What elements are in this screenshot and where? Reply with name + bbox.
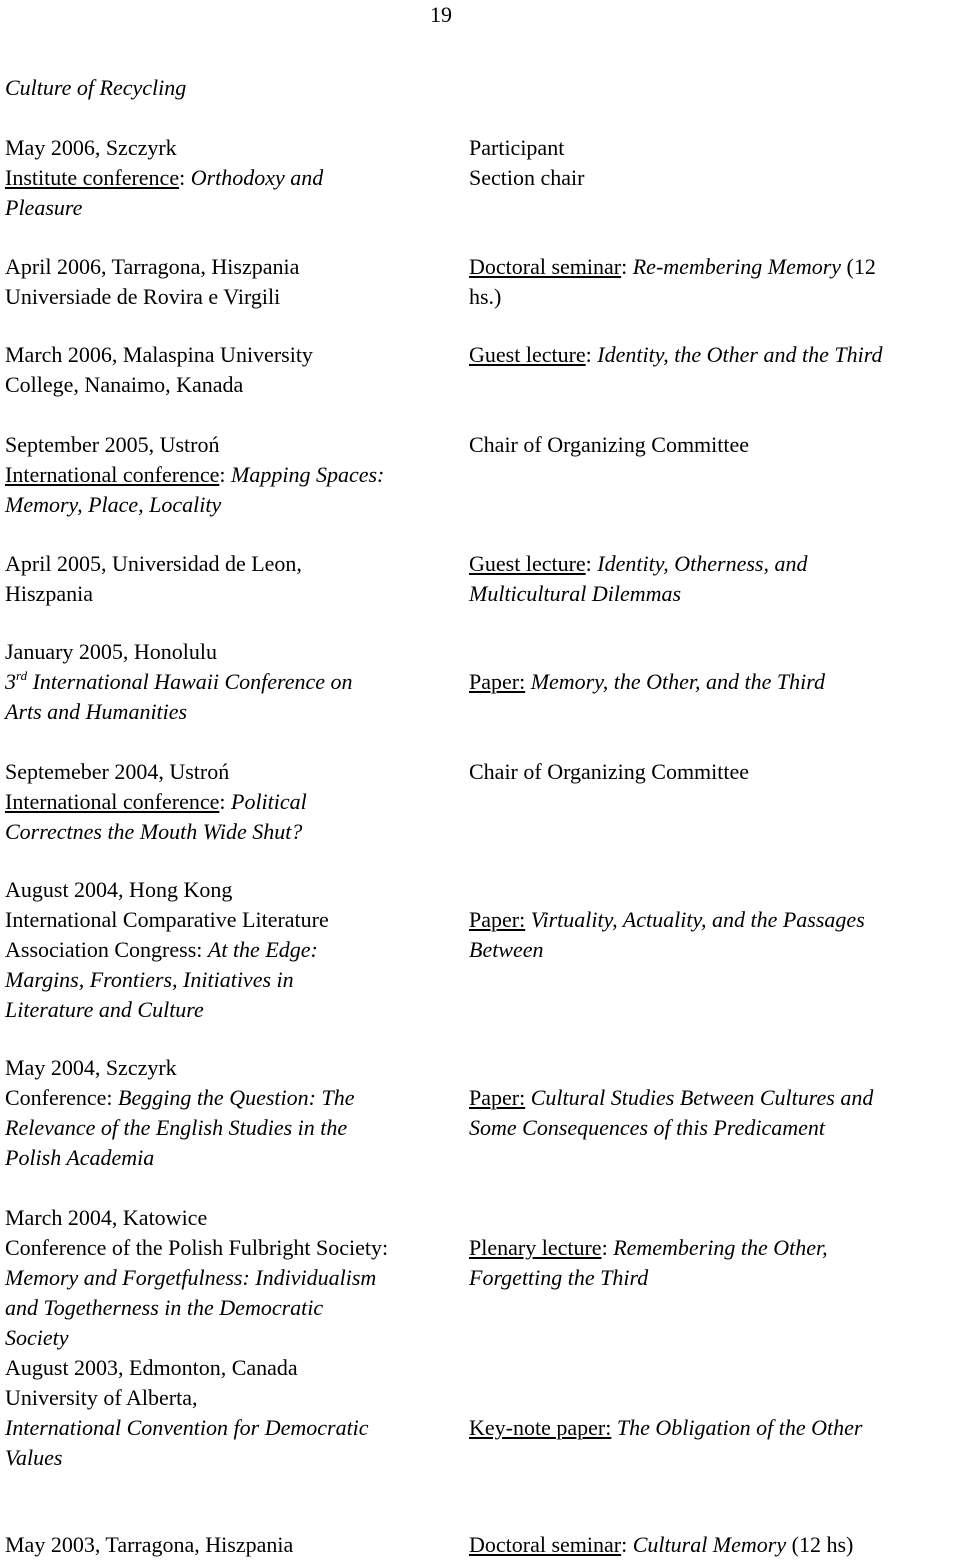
text-segment: August 2003, Edmonton, Canada [5,1355,298,1380]
text-segment: Septemeber 2004, Ustroń [5,759,230,784]
role-line [469,1083,873,1113]
role-line [469,1413,862,1443]
text-segment: : [585,342,598,367]
text-segment: Some Consequences of this Predicament [469,1115,825,1140]
text-segment: Memory and Forgetfulness: Individualism [5,1265,377,1290]
text-segment: Relevance of the English Studies in the [5,1115,348,1140]
role-line [469,935,544,965]
role-line [469,1530,853,1560]
text-segment: : [601,1235,614,1260]
role-label: Guest lecture [469,342,586,367]
text-segment: Between [469,937,544,962]
text-segment: Society [5,1325,69,1350]
event-line [5,1530,293,1560]
text-segment: March 2004, Katowice [5,1205,208,1230]
role-line [469,905,865,935]
role-line [469,549,808,579]
event-line [5,1203,207,1233]
text-segment: Conference of the Polish Fulbright Society: [5,1235,389,1260]
text-segment: Virtuality, Actuality, and the Passages [530,907,865,932]
role-line [469,163,584,193]
text-segment: April 2005, Universidad de Leon, [5,551,302,576]
event-line [5,1143,154,1173]
event-line [5,1383,197,1413]
page-number: 19 [430,2,452,27]
text-segment: Begging the Question: The [118,1085,355,1110]
event-line [5,1293,323,1323]
text-segment: Chair of Organizing Committee [469,759,750,784]
role-line [469,667,825,697]
event-line [5,697,187,727]
text-segment: Correctnes the Mouth Wide Shut? [5,819,303,844]
text-segment: Identity, the Other and the Third [597,342,883,367]
text-segment: Hiszpania [5,581,93,606]
text-segment: University of Alberta, [5,1385,198,1410]
text-segment: The Obligation of the Other [616,1415,863,1440]
text-segment: and Togetherness in the Democratic [5,1295,324,1320]
event-line [5,787,307,817]
role-line [469,1263,648,1293]
event-line [5,282,280,312]
text-segment: Margins, Frontiers, Initiatives in [5,967,294,992]
role-label: Paper: [469,669,526,694]
event-line [5,549,302,579]
text-segment: International Hawaii Conference on [27,669,353,694]
event-line [5,1443,62,1473]
role-label: Guest lecture [469,551,586,576]
event-line [5,935,318,965]
text-segment: Multicultural Dilemmas [469,581,682,606]
text-segment: Forgetting the Third [469,1265,649,1290]
text-segment: : [179,165,191,190]
event-line [5,667,353,697]
text-segment: Remembering the Other, [613,1235,828,1260]
role-line [469,1233,828,1263]
text-segment: : [585,551,598,576]
event-line [5,817,302,847]
text-segment: rd [16,668,28,683]
text-segment: : [219,789,231,814]
text-segment: Arts and Humanities [5,699,188,724]
text-segment: Mapping Spaces: [231,462,385,487]
event-line [5,757,229,787]
text-segment: September 2005, Ustroń [5,432,220,457]
event-line [5,252,299,282]
event-line [5,1413,369,1443]
event-line [5,1083,354,1113]
role-label: Doctoral seminar [469,254,622,279]
role-line [469,282,501,312]
event-line [5,490,221,520]
role-label: International conference [5,462,220,487]
text-segment: Association Congress: [5,937,208,962]
role-label: International conference [5,789,220,814]
event-line [5,1263,376,1293]
text-segment: Polish Academia [5,1145,155,1170]
text-segment: Political [231,789,307,814]
role-label: Key-note paper: [469,1415,612,1440]
event-line [5,875,232,905]
text-segment: hs.) [469,284,502,309]
event-line [5,579,93,609]
text-segment: Participant [469,135,565,160]
text-segment: Memory, Place, Locality [5,492,222,517]
role-label: Plenary lecture [469,1235,602,1260]
text-segment: Conference: [5,1085,118,1110]
event-line [5,430,219,460]
event-line [5,905,329,935]
section-title: Culture of Recycling [5,75,187,100]
text-segment: 3 [5,669,16,694]
event-line [5,163,323,193]
role-line [469,252,876,282]
text-segment: Pleasure [5,195,83,220]
event-line [5,340,313,370]
text-segment: International Comparative Literature [5,907,329,932]
event-line [5,193,82,223]
text-segment: Literature and Culture [5,997,204,1022]
text-segment: May 2003, Tarragona, Hiszpania [5,1532,294,1557]
text-segment: Cultural Studies Between Cultures and [530,1085,874,1110]
event-line [5,370,243,400]
text-segment: At the Edge: [207,937,318,962]
text-segment: January 2005, Honolulu [5,639,218,664]
text-segment: Universiade de Rovira e Virgili [5,284,281,309]
role-line [469,757,749,787]
role-line [469,579,681,609]
text-segment: Re-membering Memory [632,254,842,279]
event-line [5,1233,388,1263]
text-segment: Section chair [469,165,585,190]
role-label: Paper: [469,907,526,932]
text-segment: : [219,462,231,487]
role-line [469,1113,825,1143]
event-line [5,1323,69,1353]
event-line [5,637,217,667]
text-segment: August 2004, Hong Kong [5,877,233,902]
text-segment: : [621,1532,633,1557]
event-line [5,1053,177,1083]
text-segment: Memory, the Other, and the Third [530,669,826,694]
text-segment: (12 hs) [786,1532,854,1557]
role-label: Institute conference [5,165,180,190]
event-line [5,1353,298,1383]
text-segment: Cultural Memory [632,1532,787,1557]
event-line [5,460,384,490]
text-segment: International Convention for Democratic [5,1415,369,1440]
role-line [469,133,564,163]
role-line [469,430,749,460]
role-label: Doctoral seminar [469,1532,622,1557]
text-segment: Values [5,1445,63,1470]
event-line [5,965,294,995]
role-line [469,340,882,370]
text-segment: May 2004, Szczyrk [5,1055,177,1080]
text-segment: March 2006, Malaspina University [5,342,313,367]
role-label: Paper: [469,1085,526,1110]
event-line [5,133,177,163]
text-segment: (12 [841,254,876,279]
text-segment: Identity, Otherness, and [597,551,808,576]
text-segment: April 2006, Tarragona, Hiszpania [5,254,300,279]
event-line [5,1113,347,1143]
text-segment: College, Nanaimo, Kanada [5,372,244,397]
text-segment: : [621,254,633,279]
text-segment: May 2006, Szczyrk [5,135,177,160]
event-line [5,995,204,1025]
text-segment: Chair of Organizing Committee [469,432,750,457]
text-segment: Orthodoxy and [190,165,324,190]
